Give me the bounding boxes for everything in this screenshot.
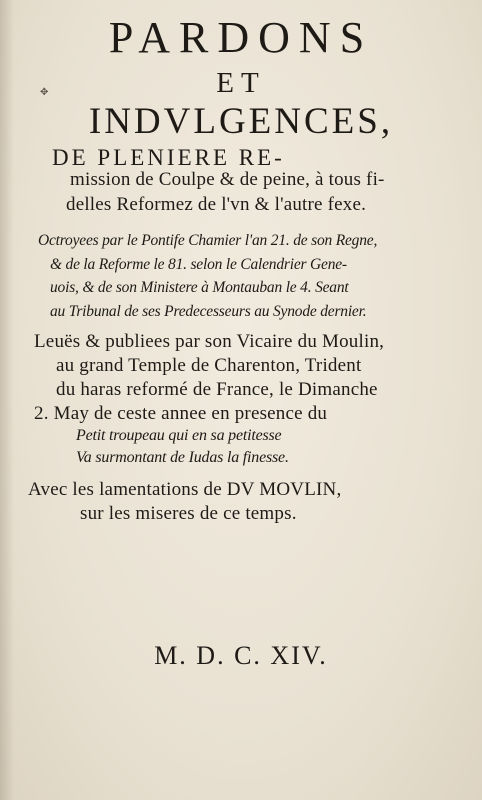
verse-line-2: Va surmontant de Iudas la finesse.	[76, 449, 289, 466]
title-et: ET	[216, 67, 266, 99]
roman-line-2: au grand Temple de Charenton, Trident	[56, 355, 362, 376]
verse-line-1: Petit troupeau qui en sa petitesse	[76, 427, 282, 444]
closing-line-2: sur les miseres de ce temps.	[80, 503, 297, 524]
subtitle-line-1: DE PLENIERE RE-	[52, 145, 285, 170]
subtitle-line-3: delles Reformez de l'vn & l'autre fexe.	[66, 194, 367, 215]
ornament-mark: ✥	[40, 87, 49, 98]
italic-line-2: & de la Reforme le 81. selon le Calendrier Gene-	[50, 256, 347, 273]
title-pardons: PARDONS	[108, 13, 374, 62]
closing-line-1: Avec les lamentations de DV MOVLIN,	[28, 479, 342, 500]
roman-line-3: du haras reformé de France, le Dimanche	[56, 379, 378, 400]
italic-line-4: au Tribunal de ses Predecesseurs au Synode dernier.	[50, 303, 367, 320]
italic-line-1: Octroyees par le Pontife Chamier l'an 21. de son Regne,	[38, 232, 378, 249]
title-indulgences: INDVLGENCES,	[88, 101, 394, 142]
roman-line-4: 2. May de ceste annee en presence du	[34, 403, 328, 424]
roman-line-1: Leuës & publiees par son Vicaire du Moulin,	[34, 331, 385, 352]
italic-line-3: uois, & de son Ministere à Montauban le 4. Seant	[50, 279, 349, 296]
imprint-year: M. D. C. XIV.	[154, 641, 328, 670]
subtitle-line-2: mission de Coulpe & de peine, à tous fi-	[70, 169, 385, 190]
